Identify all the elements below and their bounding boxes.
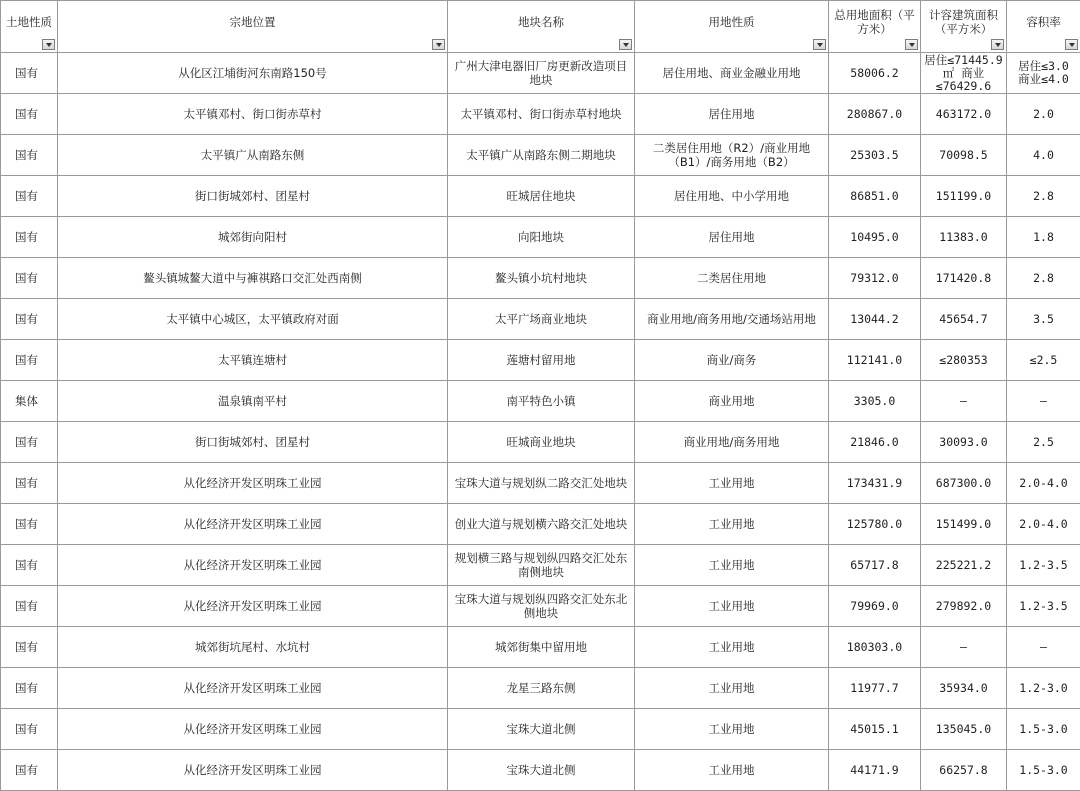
- cell-text: 13044.2: [831, 313, 918, 326]
- cell-parcel-location[interactable]: [58, 709, 448, 750]
- cell-parcel-location[interactable]: [58, 217, 448, 258]
- cell-text: 南平特色小镇: [507, 394, 576, 408]
- table-row: [1, 340, 1080, 381]
- cell-text: ≤2.5: [1009, 354, 1078, 367]
- cell-plot-ratio[interactable]: [1007, 53, 1080, 94]
- cell-text: 279892.0: [923, 600, 1004, 613]
- cell-total-area[interactable]: [829, 504, 921, 545]
- cell-text: 135045.0: [923, 723, 1004, 736]
- cell-total-area[interactable]: [829, 627, 921, 668]
- cell-text: 66257.8: [923, 764, 1004, 777]
- cell-text: 35934.0: [923, 682, 1004, 695]
- cell-parcel-location[interactable]: [58, 258, 448, 299]
- cell-land-nature[interactable]: [1, 545, 58, 586]
- cell-parcel-name[interactable]: [448, 217, 635, 258]
- cell-plot-ratio[interactable]: [1007, 217, 1080, 258]
- cell-text: 旺城商业地块: [507, 435, 576, 449]
- cell-text: 太平镇中心城区，太平镇政府对面: [166, 312, 339, 326]
- cell-text: 国有: [15, 558, 38, 572]
- cell-plot-ratio[interactable]: [1007, 627, 1080, 668]
- filter-dropdown-icon[interactable]: [991, 39, 1004, 50]
- cell-plot-ratio[interactable]: [1007, 258, 1080, 299]
- cell-text: —: [1009, 395, 1078, 408]
- cell-parcel-name[interactable]: [448, 299, 635, 340]
- cell-parcel-name[interactable]: [448, 381, 635, 422]
- cell-total-area[interactable]: [829, 299, 921, 340]
- cell-parcel-name[interactable]: [448, 750, 635, 791]
- cell-land-nature[interactable]: [1, 340, 58, 381]
- cell-text: 从化经济开发区明珠工业园: [184, 763, 322, 777]
- cell-land-use[interactable]: [635, 299, 829, 340]
- cell-plot-ratio[interactable]: [1007, 340, 1080, 381]
- cell-text: 44171.9: [831, 764, 918, 777]
- cell-floor-area[interactable]: [921, 545, 1007, 586]
- cell-text: 向阳地块: [518, 230, 564, 244]
- header-label: 地块名称: [450, 15, 632, 39]
- table-row: [1, 586, 1080, 627]
- cell-text: 3305.0: [831, 395, 918, 408]
- cell-parcel-name[interactable]: [448, 422, 635, 463]
- cell-text: 180303.0: [831, 641, 918, 654]
- cell-text: 商业用地: [709, 394, 755, 408]
- filter-dropdown-icon[interactable]: [42, 39, 55, 50]
- cell-text: 1.8: [1009, 231, 1078, 244]
- cell-text: 工业用地: [709, 476, 755, 490]
- cell-text: 70098.5: [923, 149, 1004, 162]
- cell-parcel-name[interactable]: [448, 258, 635, 299]
- cell-text: 国有: [15, 66, 38, 80]
- cell-floor-area[interactable]: [921, 53, 1007, 94]
- cell-text: 151499.0: [923, 518, 1004, 531]
- cell-text: 从化经济开发区明珠工业园: [184, 476, 322, 490]
- cell-text: 25303.5: [831, 149, 918, 162]
- cell-floor-area[interactable]: [921, 94, 1007, 135]
- cell-floor-area[interactable]: [921, 463, 1007, 504]
- cell-text: 171420.8: [923, 272, 1004, 285]
- cell-total-area[interactable]: [829, 53, 921, 94]
- cell-parcel-location[interactable]: [58, 176, 448, 217]
- cell-text: 2.0: [1009, 108, 1078, 121]
- cell-floor-area[interactable]: [921, 176, 1007, 217]
- cell-text: 宝珠大道北侧: [507, 722, 576, 736]
- cell-floor-area[interactable]: [921, 381, 1007, 422]
- cell-parcel-location[interactable]: [58, 53, 448, 94]
- cell-land-nature[interactable]: [1, 258, 58, 299]
- cell-text: 2.0-4.0: [1009, 518, 1078, 531]
- cell-text: 2.8: [1009, 272, 1078, 285]
- cell-text: 宝珠大道与规划纵二路交汇处地块: [455, 476, 628, 490]
- cell-text: 国有: [15, 599, 38, 613]
- cell-text: 280867.0: [831, 108, 918, 121]
- header-land-use: [635, 1, 829, 53]
- cell-parcel-name[interactable]: [448, 53, 635, 94]
- cell-text: 城郊街向阳村: [218, 230, 287, 244]
- cell-land-use[interactable]: [635, 217, 829, 258]
- cell-text: 151199.0: [923, 190, 1004, 203]
- cell-floor-area[interactable]: [921, 258, 1007, 299]
- cell-text: 国有: [15, 271, 38, 285]
- cell-floor-area[interactable]: [921, 504, 1007, 545]
- filter-dropdown-icon[interactable]: [432, 39, 445, 50]
- cell-plot-ratio[interactable]: [1007, 463, 1080, 504]
- cell-text: 79312.0: [831, 272, 918, 285]
- cell-text: 居住用地、商业金融业用地: [663, 66, 801, 80]
- cell-text: 鳌头镇城鳌大道中与褲祺路口交汇处西南侧: [143, 271, 362, 285]
- cell-text: 宝珠大道与规划纵四路交汇处东北侧地块: [455, 592, 628, 620]
- cell-floor-area[interactable]: [921, 422, 1007, 463]
- cell-text: 国有: [15, 230, 38, 244]
- cell-text: 鳌头镇小坑村地块: [495, 271, 587, 285]
- cell-text: 3.5: [1009, 313, 1078, 326]
- cell-parcel-name[interactable]: [448, 504, 635, 545]
- cell-total-area[interactable]: [829, 422, 921, 463]
- cell-text: 商业用地/商务用地: [684, 435, 780, 449]
- cell-text: 1.5-3.0: [1009, 723, 1078, 736]
- cell-land-nature[interactable]: [1, 709, 58, 750]
- cell-parcel-location[interactable]: [58, 299, 448, 340]
- cell-text: 国有: [15, 148, 38, 162]
- table-row: [1, 258, 1080, 299]
- header-row: [1, 1, 1080, 53]
- cell-land-use[interactable]: [635, 94, 829, 135]
- cell-text: 1.2-3.0: [1009, 682, 1078, 695]
- cell-text: 687300.0: [923, 477, 1004, 490]
- cell-total-area[interactable]: [829, 258, 921, 299]
- cell-total-area[interactable]: [829, 94, 921, 135]
- cell-text: 2.5: [1009, 436, 1078, 449]
- cell-total-area[interactable]: [829, 135, 921, 176]
- cell-text: 集体: [15, 394, 38, 408]
- cell-text: 11383.0: [923, 231, 1004, 244]
- cell-text: 国有: [15, 517, 38, 531]
- cell-text: 112141.0: [831, 354, 918, 367]
- cell-land-use[interactable]: [635, 545, 829, 586]
- cell-land-nature[interactable]: [1, 299, 58, 340]
- cell-text: 工业用地: [709, 640, 755, 654]
- cell-plot-ratio[interactable]: [1007, 709, 1080, 750]
- filter-dropdown-icon[interactable]: [619, 39, 632, 50]
- cell-parcel-name[interactable]: [448, 668, 635, 709]
- cell-plot-ratio[interactable]: [1007, 94, 1080, 135]
- cell-text: —: [1009, 641, 1078, 654]
- cell-floor-area[interactable]: [921, 299, 1007, 340]
- table-row: [1, 94, 1080, 135]
- cell-land-nature[interactable]: [1, 176, 58, 217]
- cell-total-area[interactable]: [829, 381, 921, 422]
- filter-dropdown-icon[interactable]: [1065, 39, 1078, 50]
- cell-total-area[interactable]: [829, 217, 921, 258]
- cell-land-nature[interactable]: [1, 53, 58, 94]
- cell-text: 463172.0: [923, 108, 1004, 121]
- cell-text: 工业用地: [709, 599, 755, 613]
- cell-parcel-location[interactable]: [58, 381, 448, 422]
- cell-text: —: [923, 641, 1004, 654]
- cell-land-use[interactable]: [635, 258, 829, 299]
- header-floor-area: [921, 1, 1007, 53]
- cell-floor-area[interactable]: [921, 135, 1007, 176]
- cell-land-use[interactable]: [635, 463, 829, 504]
- header-total-area: [829, 1, 921, 53]
- cell-plot-ratio[interactable]: [1007, 176, 1080, 217]
- cell-text: 21846.0: [831, 436, 918, 449]
- cell-text: 工业用地: [709, 722, 755, 736]
- cell-text: 城郊街坑尾村、水坑村: [195, 640, 310, 654]
- cell-text: 商业用地/商务用地/交通场站用地: [647, 312, 816, 326]
- cell-land-nature[interactable]: [1, 463, 58, 504]
- table-row: [1, 627, 1080, 668]
- cell-text: 太平镇邓村、街口街赤草村地块: [461, 107, 622, 121]
- header-label: 用地性质: [637, 15, 826, 39]
- cell-text: —: [923, 395, 1004, 408]
- cell-text: 国有: [15, 312, 38, 326]
- cell-parcel-location[interactable]: [58, 586, 448, 627]
- cell-parcel-name[interactable]: [448, 709, 635, 750]
- table-header: [1, 1, 1080, 53]
- cell-floor-area[interactable]: [921, 750, 1007, 791]
- table-row: [1, 299, 1080, 340]
- cell-text: 11977.7: [831, 682, 918, 695]
- cell-text: 居住≤3.0 商业≤4.0: [1009, 60, 1078, 86]
- cell-parcel-name[interactable]: [448, 463, 635, 504]
- cell-text: 从化经济开发区明珠工业园: [184, 517, 322, 531]
- cell-text: 太平镇邓村、街口街赤草村: [184, 107, 322, 121]
- header-parcel-location: [58, 1, 448, 53]
- table-row: [1, 668, 1080, 709]
- cell-parcel-location[interactable]: [58, 750, 448, 791]
- cell-parcel-name[interactable]: [448, 627, 635, 668]
- cell-text: 79969.0: [831, 600, 918, 613]
- cell-land-nature[interactable]: [1, 668, 58, 709]
- cell-land-use[interactable]: [635, 422, 829, 463]
- cell-text: 街口街城郊村、团星村: [195, 435, 310, 449]
- cell-plot-ratio[interactable]: [1007, 381, 1080, 422]
- header-label: 计容建筑面积（平方米）: [923, 8, 1004, 46]
- cell-total-area[interactable]: [829, 545, 921, 586]
- cell-text: 从化经济开发区明珠工业园: [184, 558, 322, 572]
- table-row: [1, 422, 1080, 463]
- cell-text: 街口街城郊村、团星村: [195, 189, 310, 203]
- cell-parcel-location[interactable]: [58, 545, 448, 586]
- table-row: [1, 217, 1080, 258]
- cell-parcel-name[interactable]: [448, 586, 635, 627]
- cell-parcel-name[interactable]: [448, 340, 635, 381]
- cell-text: 4.0: [1009, 149, 1078, 162]
- header-label: 宗地位置: [60, 15, 445, 39]
- cell-text: 莲塘村留用地: [507, 353, 576, 367]
- cell-plot-ratio[interactable]: [1007, 545, 1080, 586]
- cell-land-use[interactable]: [635, 176, 829, 217]
- cell-floor-area[interactable]: [921, 586, 1007, 627]
- cell-text: 从化经济开发区明珠工业园: [184, 599, 322, 613]
- cell-text: 国有: [15, 435, 38, 449]
- cell-land-use[interactable]: [635, 586, 829, 627]
- table-row: [1, 709, 1080, 750]
- cell-parcel-name[interactable]: [448, 94, 635, 135]
- cell-text: 国有: [15, 476, 38, 490]
- cell-land-use[interactable]: [635, 709, 829, 750]
- cell-text: ≤280353: [923, 354, 1004, 367]
- cell-total-area[interactable]: [829, 340, 921, 381]
- table-body: [1, 53, 1080, 791]
- cell-plot-ratio[interactable]: [1007, 586, 1080, 627]
- cell-total-area[interactable]: [829, 586, 921, 627]
- cell-text: 居住用地: [709, 107, 755, 121]
- cell-land-use[interactable]: [635, 53, 829, 94]
- cell-land-nature[interactable]: [1, 504, 58, 545]
- cell-floor-area[interactable]: [921, 340, 1007, 381]
- table-row: [1, 463, 1080, 504]
- cell-text: 国有: [15, 763, 38, 777]
- table-row: [1, 504, 1080, 545]
- cell-land-use[interactable]: [635, 381, 829, 422]
- cell-text: 旺城居住地块: [507, 189, 576, 203]
- cell-text: 规划横三路与规划纵四路交汇处东南侧地块: [455, 551, 628, 579]
- cell-land-nature[interactable]: [1, 381, 58, 422]
- cell-text: 1.2-3.5: [1009, 600, 1078, 613]
- cell-land-nature[interactable]: [1, 586, 58, 627]
- cell-text: 30093.0: [923, 436, 1004, 449]
- cell-text: 45015.1: [831, 723, 918, 736]
- cell-text: 创业大道与规划横六路交汇处地块: [455, 517, 628, 531]
- cell-text: 2.8: [1009, 190, 1078, 203]
- cell-text: 10495.0: [831, 231, 918, 244]
- cell-text: 二类居住用地（R2）/商业用地（B1）/商务用地（B2）: [653, 141, 810, 169]
- cell-text: 温泉镇南平村: [218, 394, 287, 408]
- cell-text: 龙星三路东侧: [507, 681, 576, 695]
- cell-floor-area[interactable]: [921, 668, 1007, 709]
- cell-parcel-name[interactable]: [448, 545, 635, 586]
- cell-plot-ratio[interactable]: [1007, 135, 1080, 176]
- cell-text: 二类居住用地: [697, 271, 766, 285]
- cell-land-use[interactable]: [635, 340, 829, 381]
- cell-text: 工业用地: [709, 681, 755, 695]
- cell-parcel-location[interactable]: [58, 463, 448, 504]
- cell-land-nature[interactable]: [1, 627, 58, 668]
- cell-total-area[interactable]: [829, 176, 921, 217]
- cell-floor-area[interactable]: [921, 217, 1007, 258]
- cell-text: 太平镇广从南路东侧: [201, 148, 305, 162]
- header-label: 土地性质: [3, 15, 55, 39]
- cell-land-use[interactable]: [635, 504, 829, 545]
- cell-text: 125780.0: [831, 518, 918, 531]
- cell-land-use[interactable]: [635, 750, 829, 791]
- cell-text: 居住≤71445.9㎡ 商业≤76429.6: [923, 54, 1004, 93]
- cell-parcel-location[interactable]: [58, 340, 448, 381]
- cell-parcel-name[interactable]: [448, 135, 635, 176]
- header-parcel-name: [448, 1, 635, 53]
- cell-parcel-location[interactable]: [58, 94, 448, 135]
- cell-land-use[interactable]: [635, 135, 829, 176]
- cell-text: 城郊街集中留用地: [495, 640, 587, 654]
- cell-plot-ratio[interactable]: [1007, 422, 1080, 463]
- cell-total-area[interactable]: [829, 463, 921, 504]
- cell-parcel-location[interactable]: [58, 504, 448, 545]
- header-label: 总用地面积（平方米）: [831, 8, 918, 46]
- cell-plot-ratio[interactable]: [1007, 668, 1080, 709]
- cell-text: 从化区江埔街河东南路150号: [178, 66, 326, 80]
- cell-total-area[interactable]: [829, 750, 921, 791]
- cell-land-nature[interactable]: [1, 422, 58, 463]
- cell-plot-ratio[interactable]: [1007, 750, 1080, 791]
- cell-plot-ratio[interactable]: [1007, 504, 1080, 545]
- cell-text: 国有: [15, 640, 38, 654]
- cell-text: 225221.2: [923, 559, 1004, 572]
- table-row: [1, 381, 1080, 422]
- cell-total-area[interactable]: [829, 668, 921, 709]
- cell-parcel-location[interactable]: [58, 135, 448, 176]
- cell-parcel-location[interactable]: [58, 668, 448, 709]
- cell-parcel-location[interactable]: [58, 627, 448, 668]
- cell-floor-area[interactable]: [921, 627, 1007, 668]
- cell-parcel-name[interactable]: [448, 176, 635, 217]
- cell-floor-area[interactable]: [921, 709, 1007, 750]
- cell-text: 86851.0: [831, 190, 918, 203]
- filter-dropdown-icon[interactable]: [905, 39, 918, 50]
- table-row: [1, 545, 1080, 586]
- cell-text: 45654.7: [923, 313, 1004, 326]
- cell-text: 65717.8: [831, 559, 918, 572]
- cell-text: 58006.2: [831, 67, 918, 80]
- cell-text: 工业用地: [709, 763, 755, 777]
- cell-text: 太平镇广从南路东侧二期地块: [466, 148, 616, 162]
- cell-text: 173431.9: [831, 477, 918, 490]
- cell-text: 工业用地: [709, 517, 755, 531]
- header-plot-ratio: [1007, 1, 1080, 53]
- cell-land-use[interactable]: [635, 668, 829, 709]
- cell-text: 国有: [15, 722, 38, 736]
- cell-text: 居住用地: [709, 230, 755, 244]
- cell-text: 工业用地: [709, 558, 755, 572]
- cell-land-nature[interactable]: [1, 135, 58, 176]
- table-row: [1, 750, 1080, 791]
- cell-land-nature[interactable]: [1, 94, 58, 135]
- filter-dropdown-icon[interactable]: [813, 39, 826, 50]
- cell-text: 国有: [15, 681, 38, 695]
- table-row: [1, 176, 1080, 217]
- cell-text: 1.5-3.0: [1009, 764, 1078, 777]
- cell-text: 1.2-3.5: [1009, 559, 1078, 572]
- cell-land-use[interactable]: [635, 627, 829, 668]
- cell-text: 太平镇连塘村: [218, 353, 287, 367]
- cell-text: 从化经济开发区明珠工业园: [184, 681, 322, 695]
- header-label: 容积率: [1009, 15, 1078, 39]
- cell-plot-ratio[interactable]: [1007, 299, 1080, 340]
- header-land-nature: [1, 1, 58, 53]
- cell-text: 国有: [15, 107, 38, 121]
- table-row: [1, 135, 1080, 176]
- cell-text: 居住用地、中小学用地: [674, 189, 789, 203]
- cell-text: 商业/商务: [707, 353, 757, 367]
- cell-parcel-location[interactable]: [58, 422, 448, 463]
- table-row: [1, 53, 1080, 94]
- cell-text: 国有: [15, 189, 38, 203]
- cell-text: 太平广场商业地块: [495, 312, 587, 326]
- cell-land-nature[interactable]: [1, 750, 58, 791]
- cell-text: 国有: [15, 353, 38, 367]
- cell-text: 宝珠大道北侧: [507, 763, 576, 777]
- cell-total-area[interactable]: [829, 709, 921, 750]
- cell-text: 2.0-4.0: [1009, 477, 1078, 490]
- cell-text: 广州大津电器旧厂房更新改造项目地块: [455, 59, 628, 87]
- cell-land-nature[interactable]: [1, 217, 58, 258]
- cell-text: 从化经济开发区明珠工业园: [184, 722, 322, 736]
